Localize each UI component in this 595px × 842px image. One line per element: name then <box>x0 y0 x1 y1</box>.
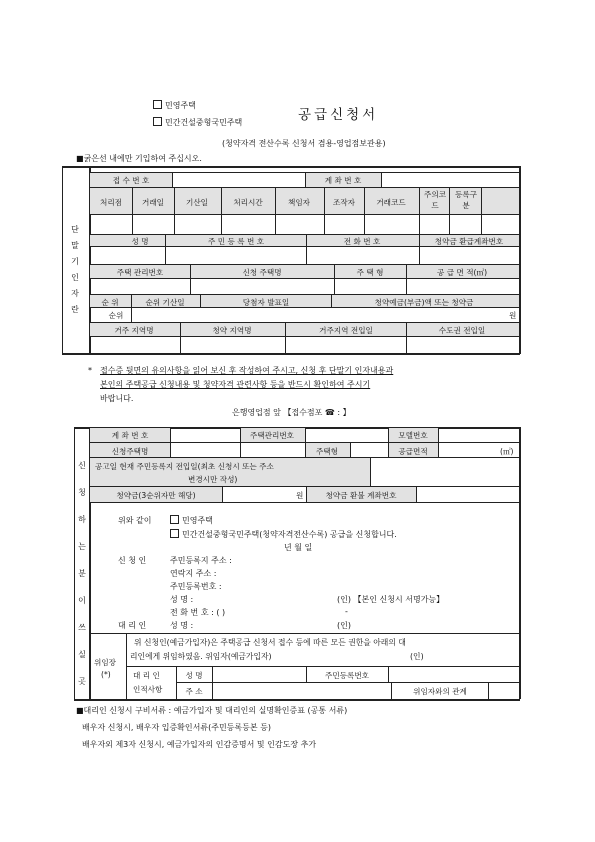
checkbox[interactable] <box>153 117 162 126</box>
r1-house-mgmt-label: 주택관리번호 <box>249 431 295 440</box>
col-manager: 책임자 <box>287 198 311 207</box>
r1-account-label: 계 좌 번 호 <box>111 431 149 440</box>
notice-line-1: 접수증 뒷면의 유의사항을 읽어 보신 후 작성하여 주시고, 신청 후 단말기 인자내용과 <box>100 366 394 375</box>
col-branch: 처리점 <box>99 198 123 207</box>
col-rrn: 주 민 등 록 번 호 <box>207 237 265 246</box>
delegation-text-2: 리인에게 위임하였음. 위임자(예금가입자) <box>130 652 272 661</box>
receipt-branch: 은행영업점 앞 【접수점포 ☎ : 】 <box>232 408 351 417</box>
col-rank: 순 위 <box>101 298 119 307</box>
delegation-mark: (*) <box>101 670 111 679</box>
col-register-type: 등록구분 <box>454 190 477 210</box>
footer-line-1: ■대리인 신청시 구비서류 : 예금가입자 및 대리인의 실명확인증표 (공통 서류) <box>76 706 348 715</box>
apply-date: 년 월 일 <box>284 543 313 552</box>
r2-house-name-label: 신청주택명 <box>111 447 149 456</box>
col-trade-date: 거래일 <box>141 198 165 207</box>
field-address: 주민등록지 주소 : <box>170 556 232 565</box>
agent-name-label: 성 명 <box>185 671 203 680</box>
account-number-label: 계 좌 번 호 <box>324 176 362 185</box>
notice-line-3: 바랍니다. <box>100 394 134 403</box>
col-residence-area: 거주 지역명 <box>114 326 154 335</box>
notice-marker: * <box>88 366 92 375</box>
option-private-housing[interactable]: 민영주택 <box>153 100 196 111</box>
col-trade-code: 거래코드 <box>376 198 406 207</box>
col-house-type: 주 택 형 <box>356 268 384 277</box>
col-supply-area: 공 급 면 적(㎡) <box>436 268 488 277</box>
field-contact-address: 연락지 주소 : <box>170 569 217 578</box>
agent-relation-label: 위임자와의 관계 <box>413 687 467 696</box>
col-house-name: 신청 주택명 <box>242 268 282 277</box>
receipt-number-label: 접 수 번 호 <box>112 176 150 185</box>
field-phone: 전 화 번 호 : ( ) <box>170 608 226 617</box>
r4-won: 원 <box>296 491 304 500</box>
field-name: 성 명 : <box>170 595 194 604</box>
applicant-side-label: 신청하는분이쓰실곳 <box>78 461 86 686</box>
col-refund-account: 청약금 환급계좌번호 <box>434 237 504 246</box>
r4-deposit-label: 청약금(3순위자만 해당) <box>116 491 196 500</box>
delegation-seal: (인) <box>410 652 424 661</box>
col-deposit-amount: 청약예금(부금)액 또는 청약금 <box>374 298 474 307</box>
col-winner-date: 당첨자 발표일 <box>242 298 290 307</box>
r2-unit: (㎡) <box>500 447 514 456</box>
agent-info-label-1: 대 리 인 <box>133 671 160 680</box>
col-capital-moved-date: 수도권 전입일 <box>438 326 486 335</box>
col-house-mgmt-no: 주택 관리번호 <box>116 268 164 277</box>
footer-line-2: 배우자 신청시, 배우자 입증확인서류(주민등록등본 등) <box>82 723 271 732</box>
option-public-medium-housing[interactable]: 민간건설중형국민주택 <box>153 117 242 128</box>
col-rank-start-date: 순위 기산일 <box>145 298 185 307</box>
delegation-label: 위임장 <box>94 658 117 667</box>
r1-model-label: 모델번호 <box>398 431 428 440</box>
col-apply-area: 청약 지역명 <box>212 326 252 335</box>
agent-info-label-2: 인적사항 <box>133 685 163 694</box>
col-residence-moved-date: 거주지역 전입일 <box>319 326 373 335</box>
col-process-time: 처리시간 <box>233 198 263 207</box>
r3-moved-date-line1: 공고일 현재 주민등록지 전입일(최초 신청시 또는 주소 <box>95 462 274 471</box>
col-start-date: 기산일 <box>185 198 209 207</box>
field-rrn: 주민등록번호 : <box>170 582 222 591</box>
r2-house-type-label: 주택형 <box>315 447 339 456</box>
declare-prefix: 위와 같이 <box>118 516 152 525</box>
col-name: 성 명 <box>131 237 149 246</box>
instruction: ■굵은선 내에만 기입하여 주십시오. <box>76 154 202 163</box>
delegation-text-1: 위 신청인(예금가입자)은 주택공급 신청서 접수 등에 따른 모든 권한을 아래의 대 <box>134 638 406 647</box>
agent-rrn-label: 주민등록번호 <box>324 671 370 680</box>
footer-line-3: 배우자외 제3자 신청시, 예금가입자의 인감증명서 및 인감도장 추가 <box>82 740 317 749</box>
col-operator: 조작자 <box>332 198 356 207</box>
col-phone: 전 화 번 호 <box>343 237 381 246</box>
won-unit: 원 <box>509 311 517 320</box>
subtitle: (청약자격 전산수록 신청서 겸용-영업점보관용) <box>222 139 386 148</box>
rank-value-label: 순위 <box>108 311 124 320</box>
bank-side-label: 단말기인자란 <box>71 225 79 314</box>
agent-label: 대 리 인 <box>118 621 147 630</box>
r4-refund-account-label: 청약금 환불 계좌번호 <box>325 491 397 500</box>
checkbox[interactable] <box>153 100 162 109</box>
agent-address-label: 주 소 <box>185 687 203 696</box>
phone-dash: - <box>345 607 348 616</box>
checkbox[interactable] <box>170 529 179 538</box>
agent-name-field: 성 명 : <box>170 621 194 630</box>
applicant-label: 신 청 인 <box>118 556 147 565</box>
checkbox[interactable] <box>170 515 179 524</box>
r2-supply-area-label: 공급면적 <box>398 447 428 456</box>
page-title: 공급신청서 <box>298 107 379 123</box>
declare-option-public[interactable]: 민간건설중형국민주택(청약자격전산수록) 공급을 신청합니다. <box>170 529 397 540</box>
col-caution-code: 주의코드 <box>423 190 446 210</box>
declare-option-private[interactable]: 민영주택 <box>170 515 213 526</box>
r3-moved-date-line2: 변경시만 작성) <box>188 475 238 484</box>
agent-seal: (인) <box>337 621 351 630</box>
notice-line-2: 본인의 주택공급 신청내용 및 청약자격 관련사항 등을 반드시 확인하여 주시기 <box>100 380 371 389</box>
seal-note: (인) 【본인 신청시 서명가능】 <box>337 595 445 604</box>
